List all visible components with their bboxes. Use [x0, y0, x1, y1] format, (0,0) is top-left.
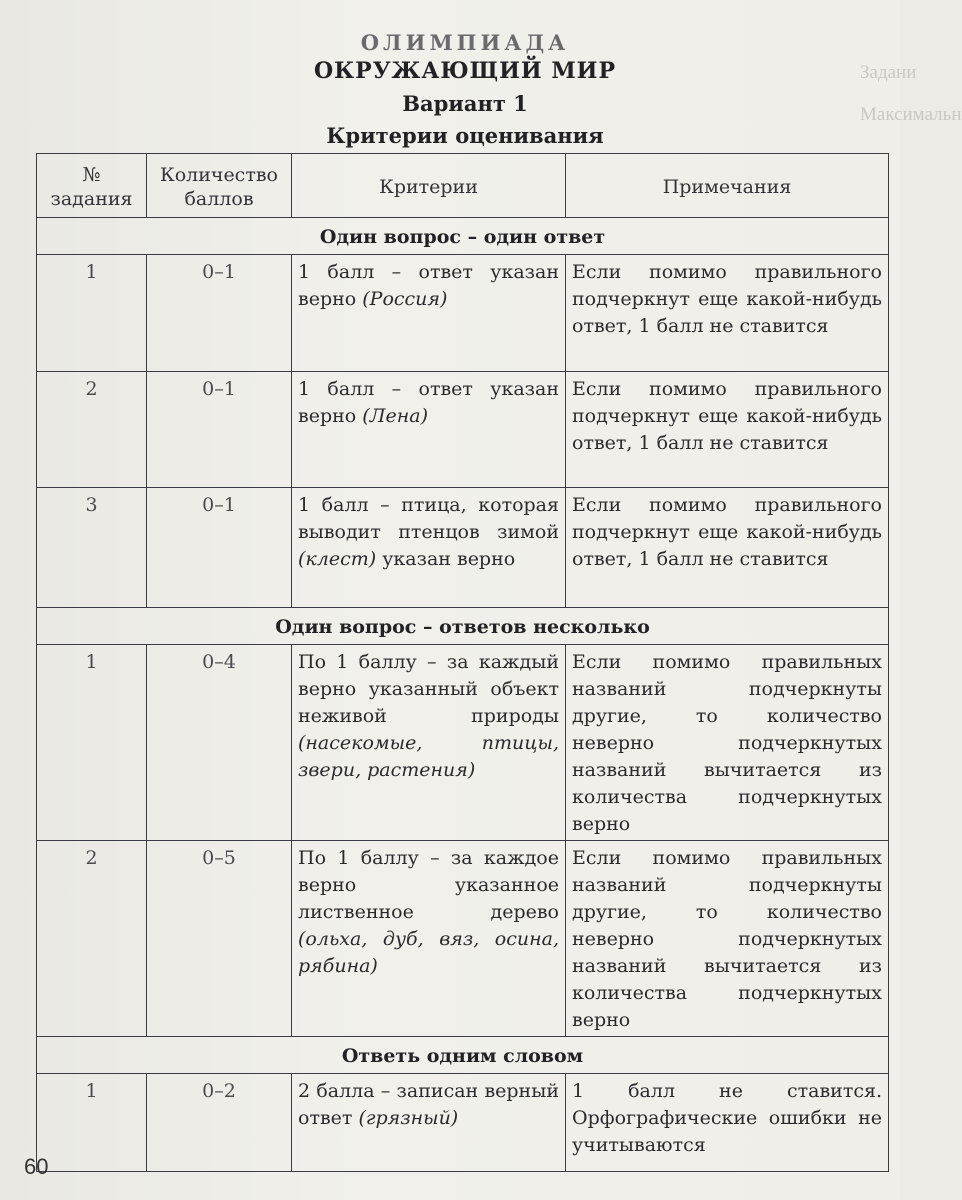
criteria-cell — [292, 841, 566, 1037]
task-number: 1 — [37, 255, 147, 372]
criteria-text: 1 балл – птица, которая выводит птенцов зимой — [298, 494, 559, 543]
note-cell: Если помимо правильного подчеркнут еще какой-нибудь ответ, 1 балл не ставится — [566, 372, 889, 488]
correct-answer: (насекомые, птицы, звери, растения) — [298, 732, 559, 781]
correct-answer: (грязный) — [358, 1107, 459, 1129]
criteria-cell — [292, 645, 566, 841]
points-range: 0–2 — [147, 1074, 292, 1172]
variant-title: Вариант 1 — [402, 91, 528, 116]
task-number: 1 — [37, 645, 147, 841]
subject-title: ОКРУЖАЮЩИЙ МИР — [313, 58, 617, 84]
criteria-table — [36, 153, 889, 1172]
note-cell: Если помимо правильного подчеркнут еще какой-нибудь ответ, 1 балл не ставится — [566, 488, 889, 608]
points-range: 0–1 — [147, 255, 292, 372]
note-cell: Если помимо правильных названий подчеркнуты другие, то количество неверно подчеркнутых названий вычитается из количества подчеркнутых верно — [566, 841, 889, 1037]
note-cell: Если помимо правильного подчеркнут еще какой-нибудь ответ, 1 балл не ставится — [566, 255, 889, 372]
table-row — [37, 372, 889, 488]
criteria-text: По 1 баллу – за каждое верно указанное лиственное дерево — [298, 847, 559, 923]
section-row — [37, 218, 889, 255]
facing-page-bleed-2: Максимальн — [860, 104, 962, 125]
col-header-number: № задания — [37, 154, 147, 218]
correct-answer: (клест) — [298, 548, 377, 570]
section-title: Один вопрос – ответов несколько — [37, 608, 889, 645]
criteria-cell — [292, 488, 566, 608]
note-cell: 1 балл не ставится. Орфографические ошибки не учитываются — [566, 1074, 889, 1172]
section-row — [37, 608, 889, 645]
criteria-text: 2 балла – записан верный ответ — [298, 1080, 559, 1129]
olympiad-label: ОЛИМПИАДА — [360, 30, 570, 55]
table-row — [37, 255, 889, 372]
points-range: 0–4 — [147, 645, 292, 841]
task-number: 1 — [37, 1074, 147, 1172]
facing-page-bleed-1: Задани — [860, 62, 917, 83]
table-header-row — [37, 154, 889, 218]
correct-answer: (Россия) — [362, 288, 448, 310]
task-number: 2 — [37, 841, 147, 1037]
col-header-notes: Примечания — [566, 154, 889, 218]
criteria-text-after: указан верно — [382, 548, 516, 570]
points-range: 0–5 — [147, 841, 292, 1037]
col-header-criteria: Критерии — [292, 154, 566, 218]
criteria-cell — [292, 1074, 566, 1172]
table-row — [37, 645, 889, 841]
task-number: 2 — [37, 372, 147, 488]
criteria-title: Критерии оценивания — [326, 123, 604, 148]
table-row — [37, 1074, 889, 1172]
correct-answer: (ольха, дуб, вяз, осина, рябина) — [298, 928, 559, 977]
page-number: 60 — [24, 1154, 49, 1179]
section-title: Один вопрос – один ответ — [37, 218, 889, 255]
points-range: 0–1 — [147, 488, 292, 608]
table-row — [37, 488, 889, 608]
criteria-text: 1 балл – ответ указан верно — [298, 261, 559, 310]
table-row — [37, 841, 889, 1037]
points-range: 0–1 — [147, 372, 292, 488]
col-header-points: Количество баллов — [147, 154, 292, 218]
criteria-text: 1 балл – ответ указан верно — [298, 378, 559, 427]
criteria-cell — [292, 372, 566, 488]
task-number: 3 — [37, 488, 147, 608]
note-cell: Если помимо правильных названий подчеркнуты другие, то количество неверно подчеркнутых названий вычитается из количества подчеркнутых верно — [566, 645, 889, 841]
section-title: Ответь одним словом — [37, 1037, 889, 1074]
correct-answer: (Лена) — [362, 405, 429, 427]
criteria-text: По 1 баллу – за каждый верно указанный объект неживой природы — [298, 651, 559, 727]
criteria-cell — [292, 255, 566, 372]
section-row — [37, 1037, 889, 1074]
